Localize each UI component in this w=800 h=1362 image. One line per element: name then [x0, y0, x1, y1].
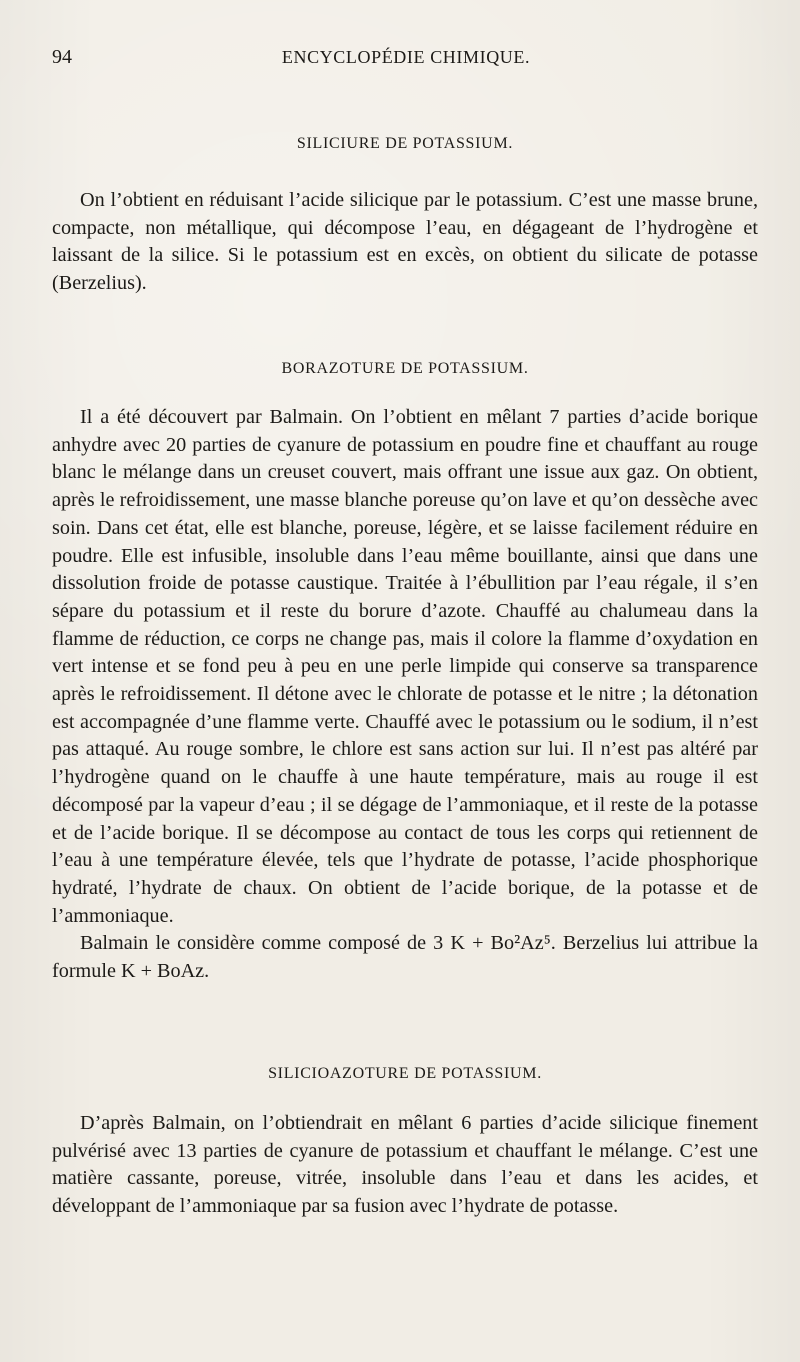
paragraph-borazoture-formula: Balmain le considère comme composé de 3 K + Bo²Az⁵. Berzelius lui attribue la formule K + BoAz.	[52, 932, 758, 983]
section-siliciure	[52, 133, 758, 298]
paragraph-borazoture-main: Il a été découvert par Balmain. On l’obtient en mêlant 7 parties d’acide borique anhydre avec 20 parties de cyanure de potassium en poudre fine et chauffant au rouge blanc le mélange dans un creuset couvert, mais offrant une issue aux gaz. On obtient, après le refroidissement, une masse blanche poreuse qu’on lave et qu’on dessèche avec soin. Dans cet état, elle est blanche, poreuse, légère, et se laisse facilement réduire en poudre. Elle est infusible, insoluble dans l’eau même bouillante, ainsi que dans une dissolution froide de potasse caustique. Traitée à l’ébullition par l’eau régale, il s’en sépare du potassium et il reste du borure d’azote. Chauffé au chalumeau dans la flamme de réduction, ce corps ne change pas, mais il colore la flamme d’oxydation en vert intense et se fond peu à peu en une perle limpide qui conserve sa transparence après le refroidissement. Il détone avec le chlorate de potasse et le nitre ; la détonation est accompagnée d’une flamme verte. Chauffé avec le potassium ou le sodium, il n’est pas attaqué. Au rouge sombre, le chlore est sans action sur lui. Il n’est pas altéré par l’hydrogène quand on le chauffe à une haute température, mais au rouge il est décomposé par la vapeur d’eau ; il se dégage de l’ammoniaque, et il reste de la potasse et de l’acide borique. Il se décompose au contact de tous les corps qui retiennent de l’eau à une température élevée, tels que l’hydrate de potasse, l’acide phosphorique hydraté, l’hydrate de chaux. On obtient de l’acide borique, de la potasse et de l’ammoniaque.	[52, 406, 758, 927]
paragraph-siliciure: On l’obtient en réduisant l’acide silicique par le potassium. C’est une masse brune, compacte, non métallique, qui décompose l’eau, en dégageant de l’hydrogène et laissant de la silice. Si le potassium est en excès, on obtient du silicate de potasse (Berzelius).	[52, 189, 758, 295]
running-head: ENCYCLOPÉDIE CHIMIQUE.	[281, 47, 531, 67]
section-title-borazoture: BORAZOTURE DE POTASSIUM.	[281, 360, 529, 377]
section-title-siliciure: SILICIURE DE POTASSIUM.	[296, 135, 514, 152]
section-borazoture	[52, 358, 758, 986]
section-silicioazoture	[52, 1063, 758, 1221]
page-header	[52, 42, 760, 72]
section-title-silicioazoture: SILICIOAZOTURE DE POTASSIUM.	[268, 1065, 542, 1082]
page-number: 94	[52, 46, 72, 68]
paragraph-silicioazoture: D’après Balmain, on l’obtiendrait en mêlant 6 parties d’acide silicique finement pulvérisé avec 13 parties de cyanure de potassium et chauffant le mélange. C’est une matière cassante, poreuse, vitrée, insoluble dans l’eau et dans les acides, et développant de l’ammoniaque par sa fusion avec l’hydrate de potasse.	[52, 1112, 758, 1218]
